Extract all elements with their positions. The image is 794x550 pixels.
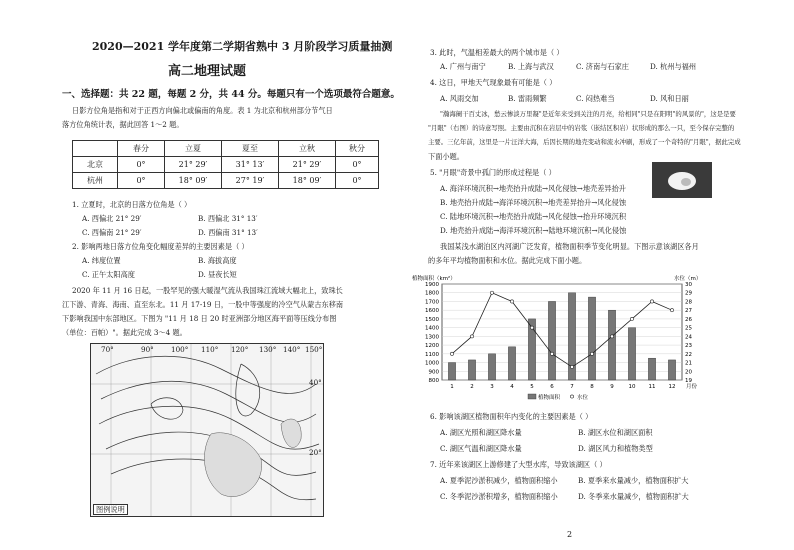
water-level-point — [670, 309, 673, 312]
y-right-tick-label: 30 — [685, 282, 692, 288]
lat-label: 20° — [309, 448, 322, 457]
vegetation-bar — [508, 347, 515, 380]
option-b: B. 地壳抬升成陆→海洋环境沉积→地壳差异抬升→风化侵蚀 — [440, 198, 627, 207]
option-c: C. 正午太阳高度 — [82, 270, 135, 279]
map-legend: 图例说明 — [93, 504, 128, 515]
isobar-map-drawing — [91, 344, 323, 516]
lon-label: 90° — [141, 345, 154, 354]
lon-label: 120° — [231, 345, 249, 354]
passage-line: 2020 年 11 月 16 日起，一股罕见的强大暖湿气流从我国珠江流域大幅北上，致珠长 — [72, 286, 343, 295]
table-row — [73, 173, 379, 189]
table-cell: 春分 — [118, 141, 165, 157]
y-left-tick-label: 1000 — [425, 360, 439, 367]
option-d: D. 风和日丽 — [650, 94, 689, 103]
y-left-tick-label: 1200 — [425, 343, 439, 350]
option-b: B. 雷雨频繁 — [508, 94, 547, 103]
x-tick-label: 8 — [590, 384, 594, 390]
table-cell: 0° — [118, 173, 165, 189]
table-cell: 立夏 — [165, 141, 222, 157]
option-d: D. 地壳抬升成陆→海洋环境沉积→陆地环境沉积→风化侵蚀 — [440, 226, 627, 235]
option-b: B. 上海与武汉 — [508, 62, 554, 71]
legend-label: 植物面积 — [538, 395, 561, 401]
table-cell: 18° 09′ — [279, 173, 336, 189]
question-4: 4. 这日，甲地天气现象最有可能是（ ） — [430, 78, 557, 87]
water-level-point — [450, 352, 453, 355]
x-tick-label: 4 — [510, 384, 514, 390]
option-c: C. 陆地环境沉积→地壳抬升成陆→风化侵蚀→抬升环境沉积 — [440, 212, 627, 221]
intro-line: 日影方位角是指和对于正西方向偏北或偏南的角度。表 1 为北京和杭州部分节气日 — [72, 106, 333, 115]
legend-line-swatch — [570, 395, 573, 398]
passage-line: 我国某浅水湖泊区内河湖广泛发育，植物面积季节变化明显。下图示意该湖区各月 — [440, 242, 699, 251]
option-c: C. 济南与石家庄 — [576, 62, 629, 71]
y-right-tick-label: 26 — [685, 316, 692, 323]
option-a: A. 纬度位置 — [82, 256, 121, 265]
y-left-tick-label: 1100 — [425, 351, 439, 358]
water-level-point — [630, 317, 633, 320]
sunset-azimuth-table — [72, 140, 379, 189]
x-tick-label: 7 — [570, 384, 574, 390]
option-d: D. 冬季来水量减少，植物面积扩大 — [578, 492, 689, 501]
lon-label: 110° — [201, 345, 219, 354]
exam-subtitle: 高二地理试题 — [168, 64, 247, 79]
y-right-tick-label: 24 — [685, 334, 692, 341]
lon-label: 150° — [305, 345, 323, 354]
question-7: 7. 近年来该湖区上游修建了大型水库，导致该湖区（ ） — [430, 460, 607, 469]
passage-line: （单位：百帕）"。据此完成 3～4 题。 — [62, 328, 187, 337]
y-left-tick-label: 1700 — [425, 299, 439, 306]
water-level-point — [650, 300, 653, 303]
option-a: A. 夏季泥沙淤积减少，植物面积缩小 — [440, 476, 558, 485]
x-tick-label: 11 — [648, 384, 656, 390]
question-2: 2. 影响两地日落方位角变化幅度差异的主要因素是（ ） — [72, 242, 249, 251]
lake-chart-svg — [410, 272, 710, 402]
table-cell: 夏至 — [222, 141, 279, 157]
table-cell: 27° 19′ — [222, 173, 279, 189]
y-left-tick-label: 900 — [428, 369, 439, 376]
water-level-point — [610, 335, 613, 338]
table-row — [73, 157, 379, 173]
option-b: B. 湖区水位和湖区面积 — [578, 428, 653, 437]
x-tick-label: 2 — [470, 384, 474, 390]
y-left-tick-label: 1300 — [425, 334, 439, 341]
y-right-tick-label: 19 — [685, 378, 692, 384]
option-d: D. 昼夜长短 — [198, 270, 237, 279]
legend-label: 水位 — [577, 395, 589, 401]
option-c: C. 闷热难当 — [576, 94, 615, 103]
passage-line: 主要。三亿年前，这里是一片汪洋大海，后因长期的地壳变动和流水冲刷，形成了一个奇特的"月眼"，据此完成 — [428, 138, 741, 146]
y-left-tick-label: 1600 — [425, 308, 439, 315]
vegetation-bar — [588, 297, 595, 380]
water-level-line — [452, 293, 672, 367]
intro-line: 落方位角统计表，据此回答 1～2 题。 — [62, 120, 184, 129]
passage-line: "瀚海阑干百丈冰，愁云惨淡万里凝"是近年来受到关注的月亮，给相同"只是在阳明"的风景的"，这是是要 — [440, 110, 736, 118]
lon-label: 130° — [259, 345, 277, 354]
lat-label: 40° — [309, 378, 322, 387]
table-cell: 北京 — [73, 157, 118, 173]
passage-line: 的多年平均植物面积和水位。据此完成下面小题。 — [428, 256, 587, 265]
vegetation-bar — [488, 354, 495, 380]
water-level-point — [590, 352, 593, 355]
vegetation-bar — [468, 360, 475, 380]
x-tick-label: 6 — [550, 384, 554, 390]
option-a: A. 广州与南宁 — [440, 62, 486, 71]
passage-line: "月眼"（右图）的诗意写照。主要由沉积在岩层中的岩浆（嵌结区积岩）状形成的那么一只，至今保存完整的 — [428, 124, 735, 132]
x-tick-label: 1 — [450, 384, 454, 390]
water-level-point — [570, 365, 573, 368]
table-cell: 21° 29′ — [279, 157, 336, 173]
plot-frame — [442, 284, 682, 380]
x-tick-label: 9 — [610, 384, 614, 390]
lake-chart — [410, 272, 710, 402]
y-right-tick-label: 25 — [685, 325, 692, 332]
water-level-point — [490, 291, 493, 294]
vegetation-bar — [648, 358, 655, 380]
y-left-tick-label: 1400 — [425, 325, 439, 332]
passage-line: 下面小题。 — [428, 152, 464, 161]
y-right-tick-label: 20 — [685, 369, 692, 376]
y-left-tick-label: 800 — [428, 378, 439, 384]
table-cell: 杭州 — [73, 173, 118, 189]
x-tick-label: 12 — [668, 384, 676, 390]
y-right-tick-label: 22 — [685, 351, 692, 358]
x-tick-label: 3 — [490, 384, 494, 390]
y-right-tick-label: 28 — [685, 299, 692, 306]
y-right-tick-label: 23 — [685, 343, 692, 350]
moon-eye-photo — [652, 162, 712, 198]
y-left-tick-label: 1900 — [425, 282, 439, 288]
water-level-point — [550, 352, 553, 355]
option-d: D. 湖区风力和植物类型 — [578, 444, 653, 453]
option-c: C. 湖区气温和湖区降水量 — [440, 444, 522, 453]
lon-label: 140° — [283, 345, 301, 354]
moon-eye-shape — [652, 162, 712, 198]
table-cell: 21° 29′ — [165, 157, 222, 173]
option-a: A. 西偏北 21° 29′ — [82, 214, 142, 223]
x-tick-label: 5 — [530, 384, 534, 390]
exam-title: 2020—2021 学年度第二学期省熟中 3 月阶段学习质量抽测 — [92, 40, 393, 53]
isobar-map — [90, 343, 324, 517]
question-1: 1. 立夏时，北京的日落方位角是（ ） — [72, 200, 192, 209]
passage-line: 下影响我国中东部地区。下图为 "11 月 18 日 20 时亚洲部分地区海平面等压线分布图 — [62, 314, 337, 323]
water-level-point — [510, 300, 513, 303]
table-cell: 0° — [336, 173, 379, 189]
option-a: A. 湖区光照和湖区降水量 — [440, 428, 522, 437]
table-cell: 立秋 — [279, 141, 336, 157]
y-left-axis-label: 植物面积（km²） — [412, 276, 456, 282]
option-b: B. 夏季来水量减少，植物面积扩大 — [578, 476, 689, 485]
option-d: D. 杭州与福州 — [650, 62, 697, 71]
table-cell: 秋分 — [336, 141, 379, 157]
y-right-tick-label: 29 — [685, 290, 692, 297]
y-right-tick-label: 27 — [685, 308, 692, 315]
table-cell: 31° 13′ — [222, 157, 279, 173]
legend-bar-swatch — [528, 394, 536, 399]
option-b: B. 海拔高度 — [198, 256, 237, 265]
page-number: 2 — [567, 530, 573, 539]
table-header-row — [73, 141, 379, 157]
question-5: 5. "月眼"奇景中孤门的形成过程是（ ） — [430, 168, 556, 177]
option-a: A. 风雨交加 — [440, 94, 479, 103]
y-left-tick-label: 1500 — [425, 316, 439, 323]
table-cell: 0° — [118, 157, 165, 173]
y-left-tick-label: 1800 — [425, 290, 439, 297]
water-level-point — [470, 335, 473, 338]
table-cell: 18° 09′ — [165, 173, 222, 189]
table-cell — [73, 141, 118, 157]
question-6: 6. 影响该湖区植物面积年内变化的主要因素是（ ） — [430, 412, 593, 421]
water-level-point — [530, 326, 533, 329]
y-right-axis-label: 水位（m） — [674, 276, 702, 282]
lon-label: 100° — [171, 345, 189, 354]
vegetation-bar — [628, 328, 635, 380]
option-b: B. 西偏北 31° 13′ — [198, 214, 258, 223]
x-tick-label: 10 — [628, 384, 636, 390]
y-right-tick-label: 21 — [685, 360, 692, 367]
vegetation-bar — [668, 360, 675, 380]
option-a: A. 海洋环境沉积→地壳抬升成陆→风化侵蚀→地壳差异抬升 — [440, 184, 626, 193]
option-c: C. 西偏南 21° 29′ — [82, 228, 142, 237]
passage-line: 江下游、青海、海南、直至东北。11 月 17-19 日，一股中等强度的冷空气从蒙古东移南 — [62, 300, 344, 309]
vegetation-bar — [608, 310, 615, 380]
vegetation-bar — [448, 363, 455, 380]
x-axis-label: 月份 — [686, 384, 698, 390]
lon-label: 70° — [101, 345, 114, 354]
vegetation-bar — [548, 301, 555, 380]
section-heading: 一、选择题：共 22 题，每题 2 分，共 44 分。每题只有一个选项最符合题意。 — [62, 89, 400, 100]
table-cell: 0° — [336, 157, 379, 173]
option-c: C. 冬季泥沙淤积增多，植物面积缩小 — [440, 492, 558, 501]
question-3: 3. 此时，气温相差最大的两个城市是（ ） — [430, 48, 564, 57]
option-d: D. 西偏南 31° 13′ — [198, 228, 258, 237]
